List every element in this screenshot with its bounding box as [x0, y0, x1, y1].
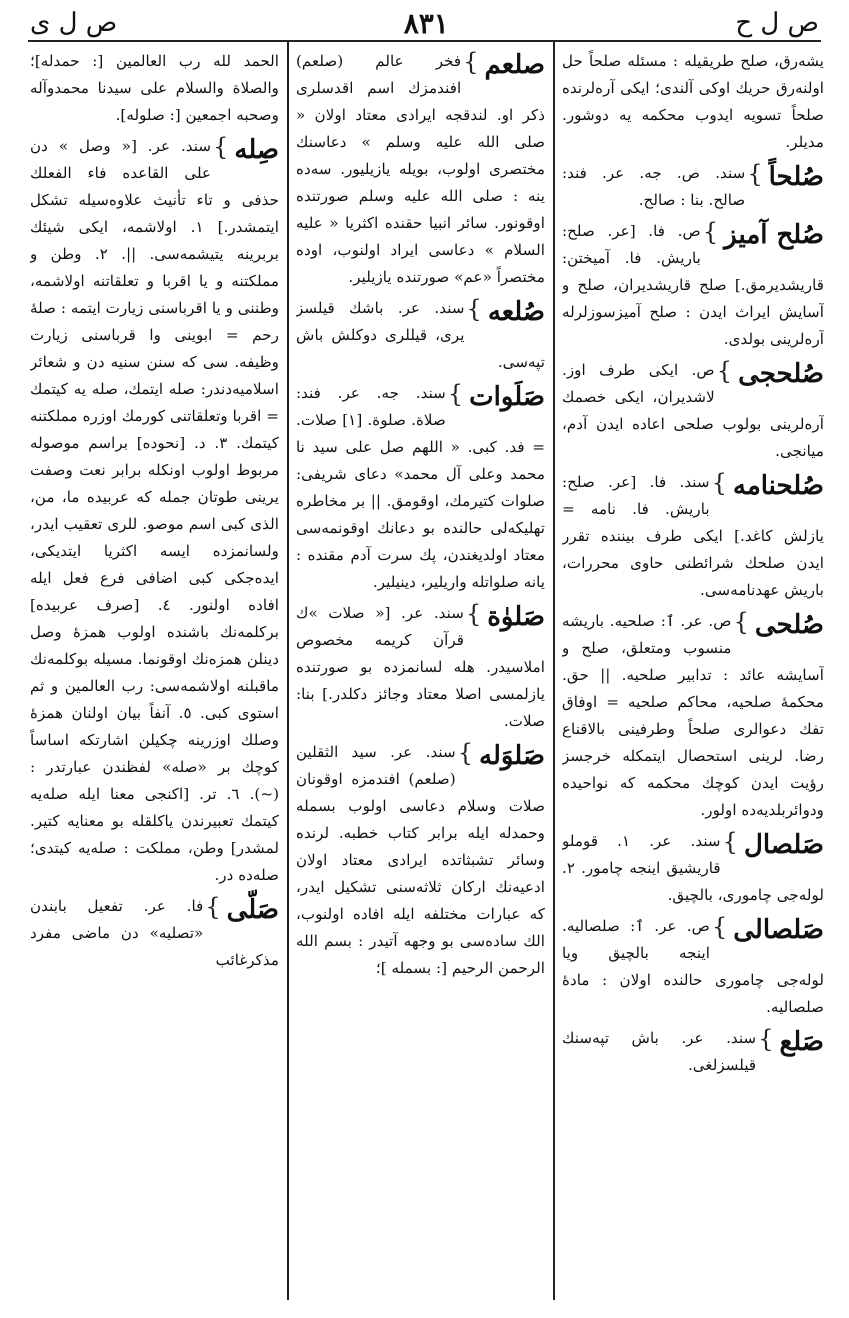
headword: صُلح آمیز	[724, 220, 824, 250]
headword: صَلّی	[226, 895, 279, 925]
column-divider-right	[553, 40, 555, 1300]
headword: صُلعه	[487, 297, 545, 327]
entry-salla	[30, 893, 279, 974]
entry-text: سند. عر. باش تپەسنك قیلسزلغی.	[562, 1029, 757, 1074]
brace-glyph: }	[205, 893, 221, 921]
headword: صلعم	[484, 50, 545, 80]
entry-continuation	[562, 48, 824, 156]
headword: صَلع	[779, 1027, 824, 1057]
entry-text: سند. عر. [« صلات »ك قرآن کریمه مخصوص املاسیدر. هله لسانمزده بو صورتنده یازلمسی اصلا معتاد وجائز دکلدر.] بنا: صلات.	[296, 604, 545, 730]
entry-text: ص. عر. ٱ: صلصالیه. اینجه بالچیق ویا لوله‌جی چاموری حالنده اولان : مادهٔ صلصالیه.	[562, 917, 824, 1016]
entry-text: سند. عر. [« وصل » دن علی القاعده فاء الفعلك حذفی و تاء تأنیث علاوەسیله تشکل ایتمشدر.] ١. اولاشمه، ایکی شیئك بربرینه یتیشمەسی. ||. ٢. وطن و مملکتنه و یا اقربا و تعلقاتنه اولاشمه، وطننی و یا اقرباسنی زیارت ایتمه : صلهٔ رحم = ابوینی وا قرباسنی زیارت وظیفه. سی که سنن سنیه دن و شعائر اسلامیەدندر: صله ایتمك، صله یه کیتمك = اقربا وتعلقاتنی کورمك اوزره مملکتنه کیتمك. ٣. د. [نحوده] براسم موصوله مربوط اولوب اونکله برابر نعت وصفت یرینی طوتان جمله که عربیده ما، من، الذی کبی اسم موصو. للری تعقیب ایدر، ولسانمزده ایسه اکثریا ایتدیکی، ایده‌جکی کبی اضافی فرع فعل ایله افاده اولنور. ٤. [صرف عربیده] برکلمه‌نك باشنده اولوب همزهٔ وصل دینلن همزه‌نك اوقونما. مسیله بوکلمه‌نك ماقبلنه اولاشمەسی: رب العالمین و ثم استوی کبی. ٥. آنفاً بیان اولنان همزهٔ وصلك اوزرینه چکیلن اشارتکه اساساً کوچك بر «صله» لفظندن عبارتدر : (~). ٦. تر. [اکنجی معنا ایله صله‌یه کیتمك تعبیرندن یاکلقله بو معنایه کتیر. لمشدر] وطن، مملکت : صله‌یه کیتدی؛ صلەده در.	[30, 137, 279, 884]
headword: صُلحاً	[768, 162, 824, 192]
entry-text: ص. عر. ٱ: صلحیه. باریشه منسوب ومتعلق، صلح و آسایشه عائد : تدابیر صلحیه. || حق. محکمهٔ صلحیه، محاکم صلحیه = اوفاق تفك دعوالری صلحاً وطرفینی بالاقناع رضا. لرینی استحصال ایتمکله خرجسز رؤیت ایدن کوچك محکمه که نواحیده ودوائربلدیەده اولور.	[562, 612, 824, 819]
brace-glyph: }	[711, 913, 728, 941]
headword: صُلحنامه	[732, 471, 824, 501]
brace-glyph: }	[702, 218, 719, 246]
entry-sulhan	[562, 160, 824, 214]
entry-sulhname	[562, 469, 824, 604]
brace-glyph: }	[447, 380, 464, 408]
entry-sulhcu	[562, 357, 824, 465]
header-rule	[28, 40, 821, 42]
right-guide-word: ص ل ح	[735, 8, 819, 38]
entry-text: سند. عر. ١. قوملو قاریشیق اینجه چامور. ٢. لوله‌جی چاموری، بالچیق.	[562, 832, 824, 904]
brace-glyph: }	[465, 600, 482, 628]
brace-glyph: }	[463, 48, 479, 76]
entry-continuation	[30, 48, 279, 129]
entry-text: سند. عر. سید الثقلین (صلعم) افندمزه اوقونان صلات وسلام دعاسی اولوب بسمله وحمدله ایله برابر کتاب خطبه. لرنده وسائر تشبثاتده ایرادی معتاد اولان ادعیەنك ارکان ثلاثەسنی تشکیل ایدر، که عبارات مختلفه ایله افاده اولنوب، الك سادەسی بو وجهه آتیدر : بسم الله الرحمن الرحیم [: بسمله ]؛	[296, 743, 545, 977]
right-column	[562, 48, 824, 1302]
entry-sala	[562, 1025, 824, 1079]
headword: صَلصال	[743, 830, 824, 860]
entry-text: ص. ایکی طرف اوز. لاشدیران، ایکی خصمك آرەلرینی بولوب صلحی اعادە ایدن آدم، میانجی.	[562, 361, 824, 460]
entry-text: سند. جه. عر. فند: صلاة. صلوة. [١] صلات. = فد. کبی. « اللهم صل علی سید نا محمد وعلی آل محمد» دعای شریفی: صلوات کتیرمك، اوقومق. || بر مخاطره تهلیکەلی حالنده بو دعانك اوقونمەسی معتاد اولدیغندن، پك سرت آدم مقنده : یانه صلواتله واریلیر، دینیلیر.	[296, 384, 545, 591]
entry-sulh-amiz	[562, 218, 824, 353]
entry-text: ص. فا. [عر. صلح: باریش. فا. آمیختن: قاریشدیرمق.] صلح قاریشدیران، صلح و آسایش ایراث ایدن : صلح آمیزسوزلرله آرەلرینی بولدی.	[562, 222, 824, 348]
entry-text: سند. عر. باشك قیلسز یری، قیللری دوکلش باش تپەسی.	[296, 299, 545, 371]
brace-glyph: }	[711, 469, 727, 497]
brace-glyph: }	[716, 357, 733, 385]
brace-glyph: }	[457, 739, 474, 767]
page-header	[30, 6, 819, 40]
entry-text: سند. فا. [عر. صلح: باریش. فا. نامه = یازلش کاغد.] ایکی طرف بیننده تقرر ایدن صلحك شرائطنی حاوی محررات، باریش عهدنامەسی.	[562, 473, 824, 599]
headword: صُلحی	[754, 610, 824, 640]
entry-salvele	[296, 739, 545, 982]
headword: صَلوٰة	[487, 602, 545, 632]
brace-glyph: }	[747, 160, 763, 188]
headword: صَلَوات	[469, 382, 545, 412]
left-guide-word: ص ل ى	[30, 8, 118, 38]
headword: صُلحجی	[738, 359, 824, 389]
page-number: ٨٣١	[403, 6, 449, 40]
entry-text: سند. ص. جه. عر. فند: صالح. بنا : صالح.	[562, 164, 746, 209]
brace-glyph: }	[733, 608, 749, 636]
brace-glyph: }	[213, 133, 229, 161]
entry-text: فخر عالم (صلعم) افندمزك اسم اقدسلری ذکر او. لندقجه ایرادی معتاد اولان « صلی الله علیه وسلم » دعاسنك مختصری اولوب، بویله یازیلیور. سەدە ینه : صلی الله علیه وسلم صورتنده اوقونور. سائر انبیا حقنده اکثریا « علیه السلام » دعاسی ایراد اولنوب، اوده مختصراً «عم» صورتنده یازیلیر.	[296, 52, 545, 286]
entry-salavat	[296, 380, 545, 596]
headword: صِله	[234, 135, 279, 165]
left-column	[30, 48, 279, 1302]
brace-glyph: }	[722, 828, 738, 856]
entry-salat	[296, 600, 545, 735]
brace-glyph: }	[466, 295, 482, 323]
entry-salsal	[562, 828, 824, 909]
entry-sila	[30, 133, 279, 889]
brace-glyph: }	[758, 1025, 774, 1053]
column-divider-left	[287, 40, 289, 1300]
headword: صَلصالی	[733, 915, 824, 945]
entry-sulah	[296, 295, 545, 376]
headword: صَلوَله	[479, 741, 545, 771]
entry-text: یشەرق، صلح طریقیله : مسئله صلحاً حل اولنەرق حریك اوكی آلندی؛ ایکی آرەلرندە صلحاً تسویه ایدوب محکمه یه دوشور. مدیلر.	[562, 52, 824, 151]
middle-column	[296, 48, 545, 1302]
entry-text: الحمد لله رب العالمین [: حمدله]؛ والصلاة والسلام علی سیدنا محمدوآله وصحبه اجمعین [: صلوله].	[30, 52, 279, 124]
entry-salam	[296, 48, 545, 291]
entry-text: فا. عر. تفعیل بابندن «تصلیه» دن ماضی مفرد مذکرغائب	[30, 897, 279, 969]
entry-sulhi	[562, 608, 824, 824]
entry-salsali	[562, 913, 824, 1021]
